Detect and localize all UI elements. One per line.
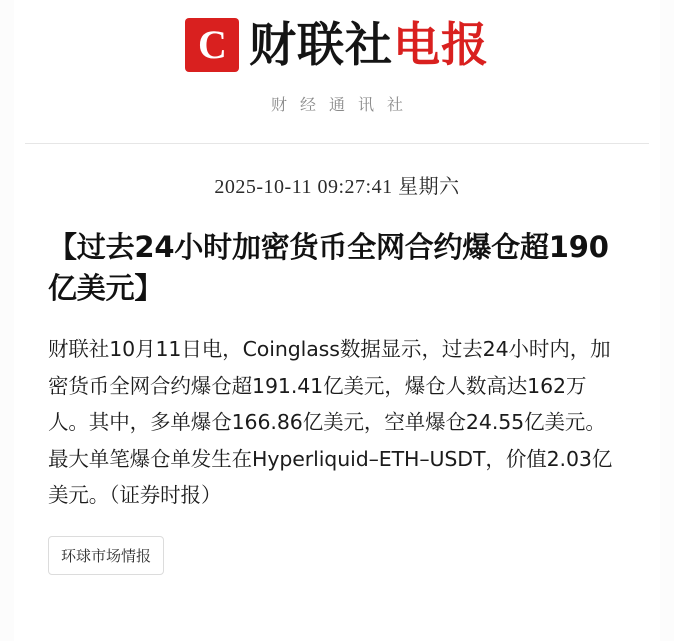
article-timestamp: 2025-10-11 09:27:41 星期六: [214, 176, 460, 198]
logo-wordmark-primary: 财联社: [249, 17, 393, 73]
logo-wordmark: [249, 17, 489, 73]
logo-wordmark-accent: 电报: [393, 17, 489, 73]
page-right-edge: [660, 0, 674, 641]
page-left-edge: [0, 0, 14, 641]
logo-mark-icon: [185, 18, 239, 72]
article-body: 财联社10月11日电，Coinglass数据显示，过去24小时内，加密货币全网合约爆仓超191.41亿美元，爆仓人数高达162万人。其中，多单爆仓166.86亿美元，空单爆仓24.55亿美元。最大单笔爆仓单发生在Hyperliquid–ETH–USDT，价值2.03亿美元。（证券时报）: [48, 337, 613, 508]
article-tag[interactable]: 环球市场情报: [48, 536, 164, 575]
masthead: [0, 0, 674, 144]
masthead-divider: [25, 143, 649, 144]
brand-slogan: 财经通讯社: [270, 95, 416, 114]
article-headline: 【过去24小时加密货币全网合约爆仓超190亿美元】: [48, 230, 609, 306]
article-content: [0, 170, 674, 575]
brand-logo[interactable]: [185, 18, 489, 72]
logo-mark-letter: C: [198, 22, 226, 67]
article-tag-list: [48, 536, 626, 575]
